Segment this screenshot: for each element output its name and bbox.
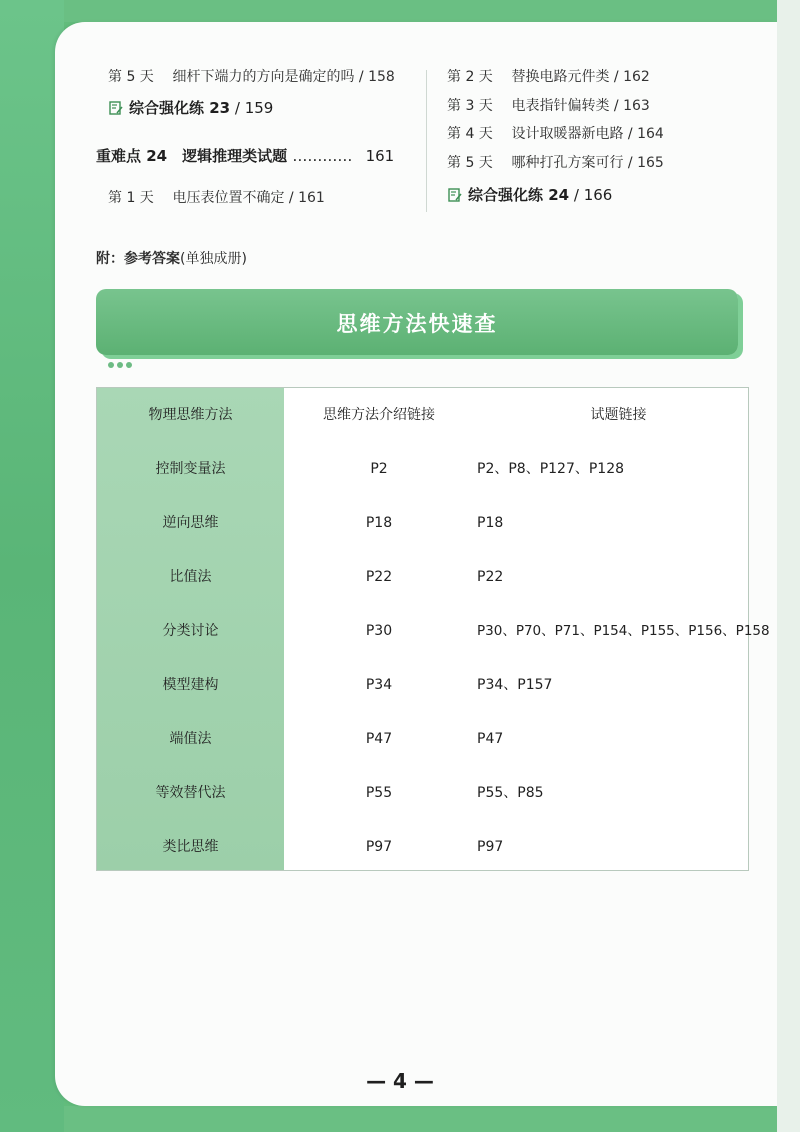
toc-day-label: 第 5 天 [108,69,154,85]
method-name: 分类讨论 [162,623,219,639]
toc-page-number: 159 [244,99,274,117]
intro-page-link[interactable]: P2 [370,461,388,477]
toc-page-number: 163 [623,98,650,114]
toc-entry-title: 替换电路元件类 [511,69,610,85]
table-row[interactable] [97,766,748,820]
toc-right-item[interactable] [447,124,664,144]
toc-separator: / [627,155,638,171]
toc-exercise-title: 综合强化练 24 [468,186,570,204]
question-page-links[interactable]: P30、P70、P71、P154、P155、P156、P158 [477,623,770,639]
toc-day-label: 第 3 天 [447,98,493,114]
intro-page-link[interactable]: P47 [365,731,393,747]
toc-exercise-24-line[interactable] [448,184,612,206]
page-number: — 4 — [366,1069,434,1093]
page-right-edge [777,0,800,1132]
intro-page-link[interactable]: P30 [365,623,393,639]
toc-right-item[interactable] [447,96,650,116]
section-title: 思维方法快速查 [336,312,498,336]
intro-page-link[interactable]: P18 [365,515,393,531]
intro-page-link[interactable]: P55 [365,785,393,801]
toc-day-label: 第 4 天 [447,126,493,142]
table-row[interactable] [97,712,748,766]
toc-page-number: 158 [368,69,395,85]
table-row[interactable] [97,550,748,604]
toc-page-number: 161 [298,190,325,206]
intro-page-link[interactable]: P34 [365,677,393,693]
header-question-links: 试题链接 [590,407,647,423]
banner-dot [108,362,114,368]
method-name: 控制变量法 [155,461,226,477]
appendix-note: (单独成册) [180,251,247,267]
toc-right-item[interactable] [447,153,664,173]
toc-page-number: 164 [637,126,664,142]
method-name: 端值法 [169,731,212,747]
table-row[interactable] [97,604,770,658]
table-header-row [97,388,748,442]
method-name: 逆向思维 [162,515,219,531]
toc-entry-title: 电压表位置不确定 [172,190,285,206]
method-name: 等效替代法 [155,785,226,801]
toc-section-24-line[interactable] [96,145,394,167]
appendix-line [96,249,247,269]
thinking-methods-table [96,387,770,871]
toc-entry-title: 哪种打孔方案可行 [511,155,624,171]
toc-column-divider [426,70,427,212]
table-row[interactable] [97,496,748,550]
toc-entry-title: 设计取暖器新电路 [511,126,624,142]
intro-page-link[interactable]: P97 [365,839,393,855]
edit-note-icon [448,188,462,202]
method-name: 比值法 [169,569,212,585]
banner-dot [117,362,123,368]
question-page-links[interactable]: P22 [477,569,504,585]
page-bottom-edge [0,1106,800,1132]
toc-exercise-23-line[interactable] [109,97,273,119]
toc-day-label: 第 1 天 [108,190,154,206]
toc-day-label: 第 5 天 [447,155,493,171]
question-page-links[interactable]: P55、P85 [477,785,544,801]
banner-dots-decoration [108,362,138,370]
toc-section-title: 重难点 24 逻辑推理类试题 [96,147,288,165]
toc-page-number: 166 [583,186,613,204]
toc-page-number: 161 [365,147,395,165]
toc-day5-line[interactable] [108,67,395,87]
method-name: 类比思维 [162,839,219,855]
edit-note-icon [109,101,123,115]
toc-page-number: 165 [637,155,664,171]
toc-dot-leader: ………… [292,147,353,165]
appendix-label: 附：参考答案 [96,251,180,267]
toc-separator: / [288,190,299,206]
table-row[interactable] [97,658,748,712]
toc-entry-title: 电表指针偏转类 [511,98,610,114]
toc-day-label: 第 2 天 [447,69,493,85]
question-page-links[interactable]: P97 [477,839,504,855]
toc-right-item[interactable] [447,67,650,87]
banner-dot [126,362,132,368]
question-page-links[interactable]: P47 [477,731,504,747]
toc-entry-title: 细杆下端力的方向是确定的吗 [172,69,355,85]
method-name: 模型建构 [162,677,219,693]
question-page-links[interactable]: P18 [477,515,504,531]
toc-day1-line[interactable] [108,188,325,208]
toc-separator: / [613,98,624,114]
toc-exercise-title: 综合强化练 23 [129,99,231,117]
toc-separator: / [358,69,369,85]
toc-separator: / [230,99,245,117]
question-page-links[interactable]: P2、P8、P127、P128 [477,461,625,477]
page-top-edge [0,0,800,22]
toc-page-number: 162 [623,69,650,85]
table-row[interactable] [97,442,748,496]
intro-page-link[interactable]: P22 [365,569,393,585]
question-page-links[interactable]: P34、P157 [477,677,553,693]
toc-separator: / [569,186,584,204]
header-method: 物理思维方法 [148,407,233,423]
table-row[interactable] [97,820,748,874]
toc-separator: / [613,69,624,85]
toc-separator: / [627,126,638,142]
section-banner [96,289,738,355]
header-intro-link: 思维方法介绍链接 [323,407,435,423]
